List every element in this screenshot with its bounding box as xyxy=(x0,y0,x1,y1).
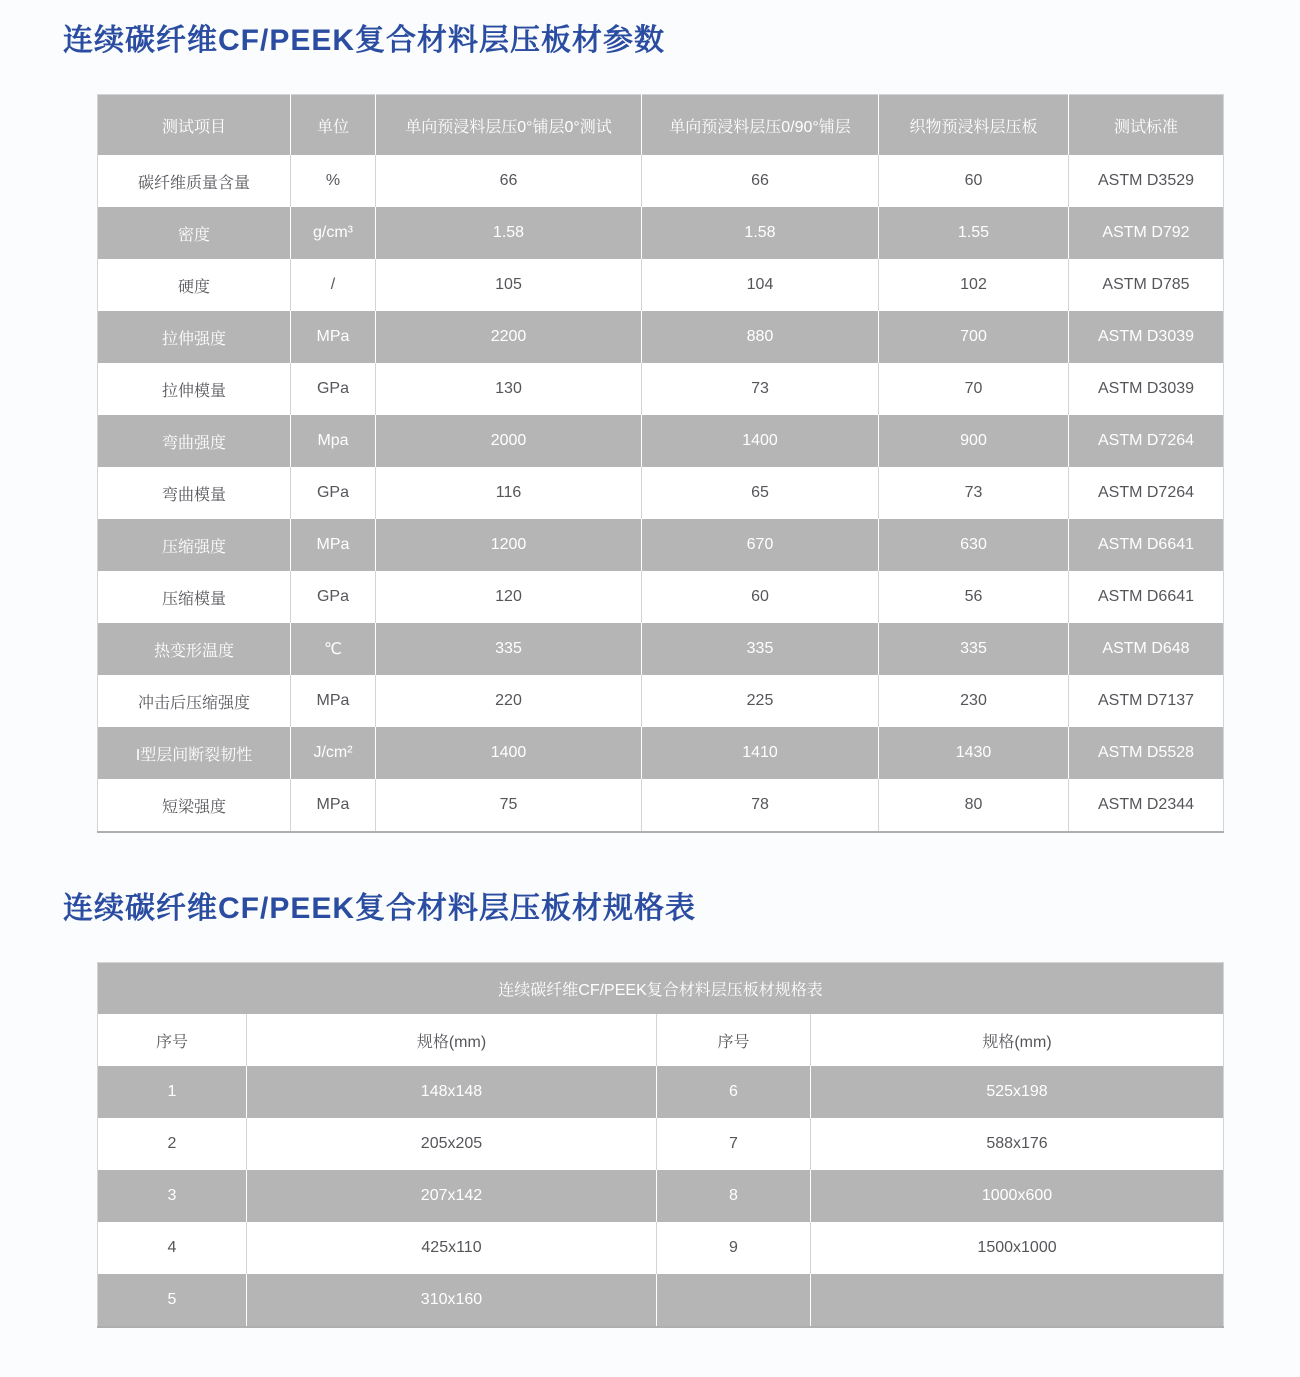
value-cell: 1200 xyxy=(376,519,642,571)
parameters-header-row xyxy=(98,95,1224,156)
row-label-cell: 弯曲模量 xyxy=(98,467,291,519)
value-cell: 73 xyxy=(879,467,1069,519)
unit-cell: % xyxy=(291,155,376,207)
value-cell: 670 xyxy=(642,519,879,571)
unit-cell: GPa xyxy=(291,571,376,623)
table-row xyxy=(98,675,1224,727)
value-cell: 56 xyxy=(879,571,1069,623)
value-cell: 335 xyxy=(642,623,879,675)
value-cell: 335 xyxy=(879,623,1069,675)
row-label-cell: 压缩模量 xyxy=(98,571,291,623)
unit-cell: GPa xyxy=(291,363,376,415)
section1-title: 连续碳纤维CF/PEEK复合材料层压板材参数 xyxy=(63,24,666,57)
table-row xyxy=(98,363,1224,415)
value-cell: 120 xyxy=(376,571,642,623)
row-label-cell: I型层间断裂韧性 xyxy=(98,727,291,779)
value-cell: 102 xyxy=(879,259,1069,311)
unit-cell: MPa xyxy=(291,519,376,571)
parameters-table xyxy=(97,94,1224,833)
row-label-cell: 弯曲强度 xyxy=(98,415,291,467)
spec-cell: 525x198 xyxy=(811,1066,1224,1118)
table-row xyxy=(98,415,1224,467)
specs-table-caption: 连续碳纤维CF/PEEK复合材料层压板材规格表 xyxy=(98,963,1224,1015)
standard-cell: ASTM D7137 xyxy=(1069,675,1224,727)
spec-cell: 425x110 xyxy=(247,1222,657,1274)
section-gap xyxy=(0,833,1300,888)
row-label-cell: 密度 xyxy=(98,207,291,259)
value-cell: 73 xyxy=(642,363,879,415)
value-cell: 78 xyxy=(642,779,879,832)
header-cell: 单位 xyxy=(291,95,376,156)
value-cell: 2200 xyxy=(376,311,642,363)
value-cell: 66 xyxy=(642,155,879,207)
table-row xyxy=(98,1222,1224,1274)
index-cell: 8 xyxy=(657,1170,811,1222)
row-label-cell: 拉伸模量 xyxy=(98,363,291,415)
header-cell: 序号 xyxy=(657,1014,811,1066)
row-label-cell: 硬度 xyxy=(98,259,291,311)
section2-title: 连续碳纤维CF/PEEK复合材料层压板材规格表 xyxy=(63,892,697,925)
index-cell: 1 xyxy=(98,1066,247,1118)
value-cell: 630 xyxy=(879,519,1069,571)
unit-cell: g/cm³ xyxy=(291,207,376,259)
index-cell: 6 xyxy=(657,1066,811,1118)
value-cell: 104 xyxy=(642,259,879,311)
table-row xyxy=(98,467,1224,519)
value-cell: 116 xyxy=(376,467,642,519)
unit-cell: MPa xyxy=(291,675,376,727)
header-cell: 规格(mm) xyxy=(811,1014,1224,1066)
unit-cell: Mpa xyxy=(291,415,376,467)
unit-cell: MPa xyxy=(291,779,376,832)
value-cell: 75 xyxy=(376,779,642,832)
table-row xyxy=(98,1274,1224,1327)
table-row xyxy=(98,727,1224,779)
specs-caption-row xyxy=(98,963,1224,1015)
standard-cell: ASTM D5528 xyxy=(1069,727,1224,779)
spec-cell: 205x205 xyxy=(247,1118,657,1170)
header-cell: 单向预浸料层压0°铺层0°测试 xyxy=(376,95,642,156)
index-cell: 9 xyxy=(657,1222,811,1274)
value-cell: 2000 xyxy=(376,415,642,467)
table-row xyxy=(98,155,1224,207)
row-label-cell: 短梁强度 xyxy=(98,779,291,832)
standard-cell: ASTM D7264 xyxy=(1069,415,1224,467)
value-cell: 230 xyxy=(879,675,1069,727)
spec-cell: 1500x1000 xyxy=(811,1222,1224,1274)
spec-cell xyxy=(811,1274,1224,1327)
standard-cell: ASTM D3039 xyxy=(1069,311,1224,363)
specs-table-wrapper xyxy=(97,962,1300,1328)
value-cell: 60 xyxy=(642,571,879,623)
spec-cell: 310x160 xyxy=(247,1274,657,1327)
value-cell: 900 xyxy=(879,415,1069,467)
table-row xyxy=(98,1170,1224,1222)
row-label-cell: 热变形温度 xyxy=(98,623,291,675)
standard-cell: ASTM D7264 xyxy=(1069,467,1224,519)
standard-cell: ASTM D792 xyxy=(1069,207,1224,259)
index-cell xyxy=(657,1274,811,1327)
value-cell: 220 xyxy=(376,675,642,727)
standard-cell: ASTM D3039 xyxy=(1069,363,1224,415)
spec-cell: 588x176 xyxy=(811,1118,1224,1170)
value-cell: 65 xyxy=(642,467,879,519)
value-cell: 60 xyxy=(879,155,1069,207)
table-row xyxy=(98,571,1224,623)
value-cell: 1.58 xyxy=(642,207,879,259)
table-row xyxy=(98,259,1224,311)
value-cell: 1430 xyxy=(879,727,1069,779)
table-row xyxy=(98,623,1224,675)
value-cell: 1400 xyxy=(376,727,642,779)
row-label-cell: 压缩强度 xyxy=(98,519,291,571)
standard-cell: ASTM D648 xyxy=(1069,623,1224,675)
header-cell: 单向预浸料层压0/90°铺层 xyxy=(642,95,879,156)
spec-cell: 1000x600 xyxy=(811,1170,1224,1222)
value-cell: 130 xyxy=(376,363,642,415)
value-cell: 105 xyxy=(376,259,642,311)
row-label-cell: 冲击后压缩强度 xyxy=(98,675,291,727)
value-cell: 1410 xyxy=(642,727,879,779)
value-cell: 80 xyxy=(879,779,1069,832)
header-cell: 测试标准 xyxy=(1069,95,1224,156)
header-cell: 测试项目 xyxy=(98,95,291,156)
specs-table xyxy=(97,962,1224,1328)
value-cell: 225 xyxy=(642,675,879,727)
spec-cell: 148x148 xyxy=(247,1066,657,1118)
index-cell: 4 xyxy=(98,1222,247,1274)
spec-cell: 207x142 xyxy=(247,1170,657,1222)
row-label-cell: 碳纤维质量含量 xyxy=(98,155,291,207)
standard-cell: ASTM D2344 xyxy=(1069,779,1224,832)
table-row xyxy=(98,311,1224,363)
index-cell: 2 xyxy=(98,1118,247,1170)
value-cell: 1.58 xyxy=(376,207,642,259)
value-cell: 700 xyxy=(879,311,1069,363)
table-row xyxy=(98,1118,1224,1170)
value-cell: 1.55 xyxy=(879,207,1069,259)
standard-cell: ASTM D6641 xyxy=(1069,519,1224,571)
index-cell: 3 xyxy=(98,1170,247,1222)
value-cell: 70 xyxy=(879,363,1069,415)
unit-cell: MPa xyxy=(291,311,376,363)
unit-cell: ℃ xyxy=(291,623,376,675)
specs-header-row xyxy=(98,1014,1224,1066)
value-cell: 880 xyxy=(642,311,879,363)
header-cell: 序号 xyxy=(98,1014,247,1066)
table-row xyxy=(98,519,1224,571)
standard-cell: ASTM D3529 xyxy=(1069,155,1224,207)
value-cell: 1400 xyxy=(642,415,879,467)
index-cell: 7 xyxy=(657,1118,811,1170)
unit-cell: GPa xyxy=(291,467,376,519)
index-cell: 5 xyxy=(98,1274,247,1327)
header-cell: 织物预浸料层压板 xyxy=(879,95,1069,156)
table-row xyxy=(98,1066,1224,1118)
unit-cell: J/cm² xyxy=(291,727,376,779)
standard-cell: ASTM D785 xyxy=(1069,259,1224,311)
table-row xyxy=(98,207,1224,259)
value-cell: 66 xyxy=(376,155,642,207)
parameters-table-wrapper xyxy=(97,94,1300,833)
header-cell: 规格(mm) xyxy=(247,1014,657,1066)
row-label-cell: 拉伸强度 xyxy=(98,311,291,363)
unit-cell: / xyxy=(291,259,376,311)
value-cell: 335 xyxy=(376,623,642,675)
standard-cell: ASTM D6641 xyxy=(1069,571,1224,623)
table-row xyxy=(98,779,1224,832)
